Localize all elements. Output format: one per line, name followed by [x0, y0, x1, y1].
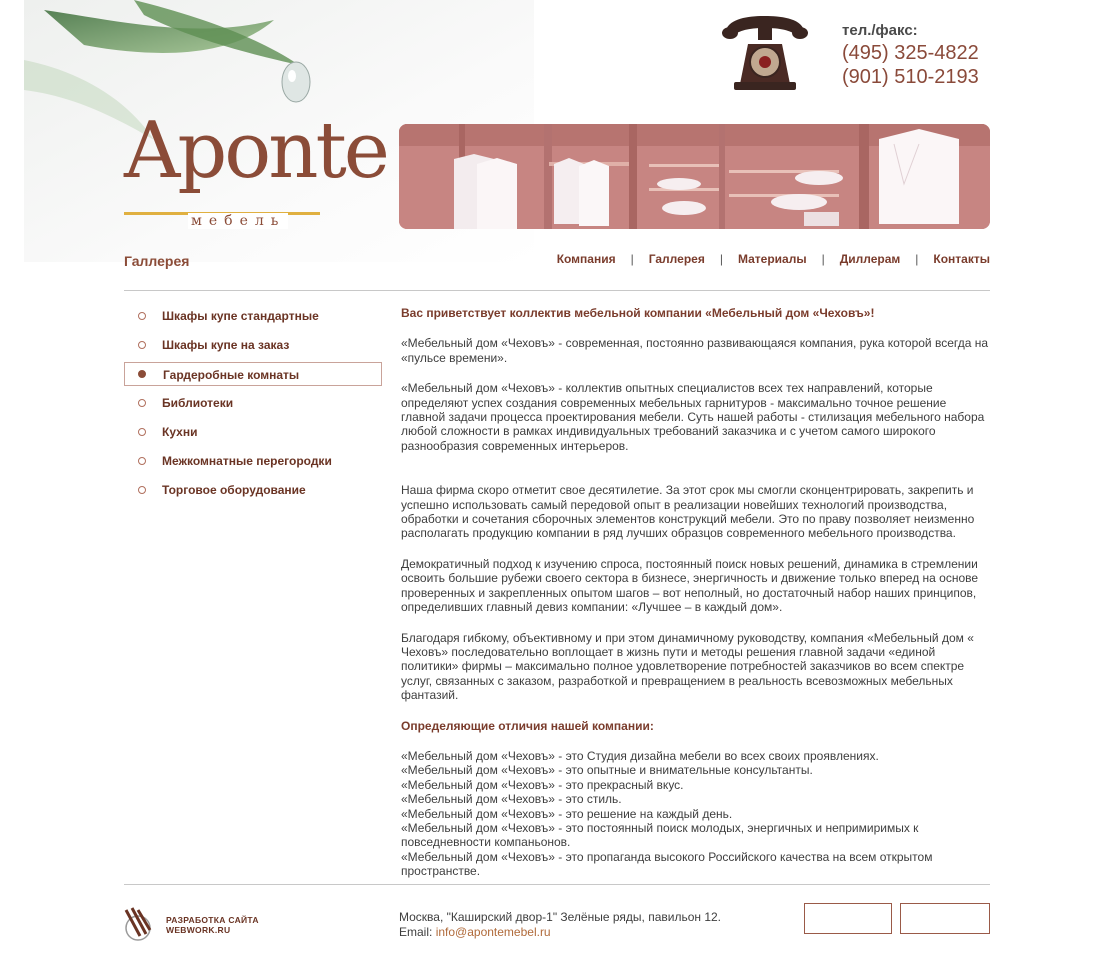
sidebar-item-label: Библиотеки	[162, 396, 234, 410]
divider-top	[124, 290, 990, 291]
content-paragraph: Благодаря гибкому, объективному и при этом динамичному руководству, компания «Мебельный дом « Чеховъ» последовательно воплощает в жизнь пути и методы решения главной задачи «единой политики» фирмы – максимально полное удовлетворение потребностей заказчиков во всем спектре услуг, связанных с заказом, разработкой и превращением в реальность всевозможных мебельных фантазий.	[401, 630, 974, 703]
nav-link-contacts[interactable]: Контакты	[933, 252, 990, 266]
bullet-icon	[138, 428, 146, 436]
nav-separator: |	[915, 252, 919, 266]
list-item: «Мебельный дом «Чеховъ» - это постоянный поиск молодых, энергичных и непримиримых к повседневности компаньонов.	[401, 820, 919, 850]
top-nav	[530, 252, 990, 266]
list-item: «Мебельный дом «Чеховъ» - это решение на каждый день.	[401, 806, 733, 821]
phone-number-2: (901) 510-2193	[842, 66, 979, 88]
phone-number-1: (495) 325-4822	[842, 42, 979, 64]
sidebar-item-libraries[interactable]	[124, 391, 382, 415]
page-title: Галлерея	[124, 253, 190, 269]
developer-credit-line2: WEBWORK.RU	[166, 925, 231, 935]
footer-counter-box-2[interactable]	[900, 903, 990, 934]
bullet-icon	[138, 399, 146, 407]
content-paragraph: «Мебельный дом «Чеховъ» - коллектив опытных специалистов всех тех направлений, которые определяют успех создания современных мебельных гарнитуров - максимально точное решение главной задачи процесса проектирования мебели. Суть нашей работы - стилизация мебельного набора любой сложности в рамках индивидуальных требований заказчика и с учетом самого широкого разнообразия современных интерьеров.	[401, 381, 985, 453]
content-paragraph: Наша фирма скоро отметит свое десятилетие. За этот срок мы смогли сконцентрировать, закрепить и успешно использовать самый передовой опыт в реализации новейших технологий производства, обработки и сочетания сборочных элементов конструкций мебели. Это по праву позволяет неизменно располагать продукцию компании в ряд лучших образцов современного мебельного производства.	[401, 483, 975, 541]
sidebar-item-label: Межкомнатные перегородки	[162, 454, 332, 468]
nav-link-company[interactable]: Компания	[556, 252, 616, 266]
developer-credit[interactable]	[166, 915, 259, 935]
sidebar-item-label: Кухни	[162, 425, 198, 439]
content-paragraph: «Мебельный дом «Чеховъ» - современная, постоянно развивающаяся компания, рука которой всегда на «пульсе времени».	[401, 336, 989, 365]
nav-link-materials[interactable]: Материалы	[737, 252, 807, 266]
nav-separator: |	[719, 252, 723, 266]
bullet-icon	[138, 370, 146, 378]
sidebar-item-kitchens[interactable]	[124, 420, 382, 444]
footer-contacts	[399, 910, 721, 940]
footer-email-label: Email:	[399, 925, 436, 939]
main-content	[401, 306, 991, 879]
nav-separator: |	[821, 252, 825, 266]
list-item: «Мебельный дом «Чеховъ» - это стиль.	[401, 792, 622, 807]
logo[interactable]: Aponte	[124, 106, 387, 196]
wardrobe-banner-image	[399, 124, 990, 229]
footer-counter-box-1[interactable]	[804, 903, 892, 934]
footer-address: Москва, "Каширский двор-1" Зелёные ряды, павильон 12.	[399, 910, 722, 924]
sidebar-item-label: Шкафы купе стандартные	[162, 309, 319, 323]
sidebar-item-dressing-rooms[interactable]	[124, 362, 382, 386]
nav-link-dealers[interactable]: Диллерам	[839, 252, 901, 266]
sidebar-item-label: Шкафы купе на заказ	[162, 338, 290, 352]
sidebar-item-label: Гардеробные комнаты	[163, 368, 300, 382]
tel-fax-label: тел./факс:	[842, 22, 918, 39]
content-subheading: Определяющие отличия нашей компании:	[401, 718, 654, 733]
content-paragraph: Демократичный подход к изучению спроса, постоянный поиск новых решений, динамика в стремлении освоить большие рубежи своего сектора в бизнесе, энергичность и движение только вперед на основе проверенных и закрепленных опытом шагов – вот неполный, но достаточный набор наших принципов, определивших главный девиз компании: «Лучшее – в каждый дом».	[401, 556, 979, 615]
list-item: «Мебельный дом «Чеховъ» - это пропаганда высокого Российского качества на всем открытом пространстве.	[401, 849, 933, 879]
webwork-logo-icon[interactable]	[124, 906, 156, 942]
bullet-icon	[138, 486, 146, 494]
developer-credit-line1: РАЗРАБОТКА САЙТА	[166, 915, 259, 925]
bullet-icon	[138, 457, 146, 465]
content-heading: Вас приветствует коллектив мебельной компании «Мебельный дом «Чеховъ»!	[401, 306, 875, 320]
sidebar-item-partitions[interactable]	[124, 449, 382, 473]
bullet-icon	[138, 312, 146, 320]
list-item: «Мебельный дом «Чеховъ» - это Студия дизайна мебели во всех своих проявлениях.	[401, 748, 879, 763]
list-item: «Мебельный дом «Чеховъ» - это прекрасный вкус.	[401, 777, 684, 792]
sidebar-item-standard-wardrobes[interactable]	[124, 304, 382, 328]
bullet-icon	[138, 341, 146, 349]
logo-subtitle: мебель	[188, 213, 288, 229]
sidebar-item-label: Торговое оборудование	[162, 483, 306, 497]
nav-link-gallery[interactable]: Галлерея	[648, 252, 705, 266]
nav-separator: |	[630, 252, 634, 266]
list-item: «Мебельный дом «Чеховъ» - это опытные и внимательные консультанты.	[401, 763, 813, 778]
divider-bottom	[124, 884, 990, 885]
sidebar-item-custom-wardrobes[interactable]	[124, 333, 382, 357]
footer-email-link[interactable]: info@apontemebel.ru	[435, 925, 551, 939]
sidebar-item-retail-equipment[interactable]	[124, 478, 382, 502]
sidebar-menu	[124, 304, 382, 507]
telephone-icon	[720, 14, 810, 92]
